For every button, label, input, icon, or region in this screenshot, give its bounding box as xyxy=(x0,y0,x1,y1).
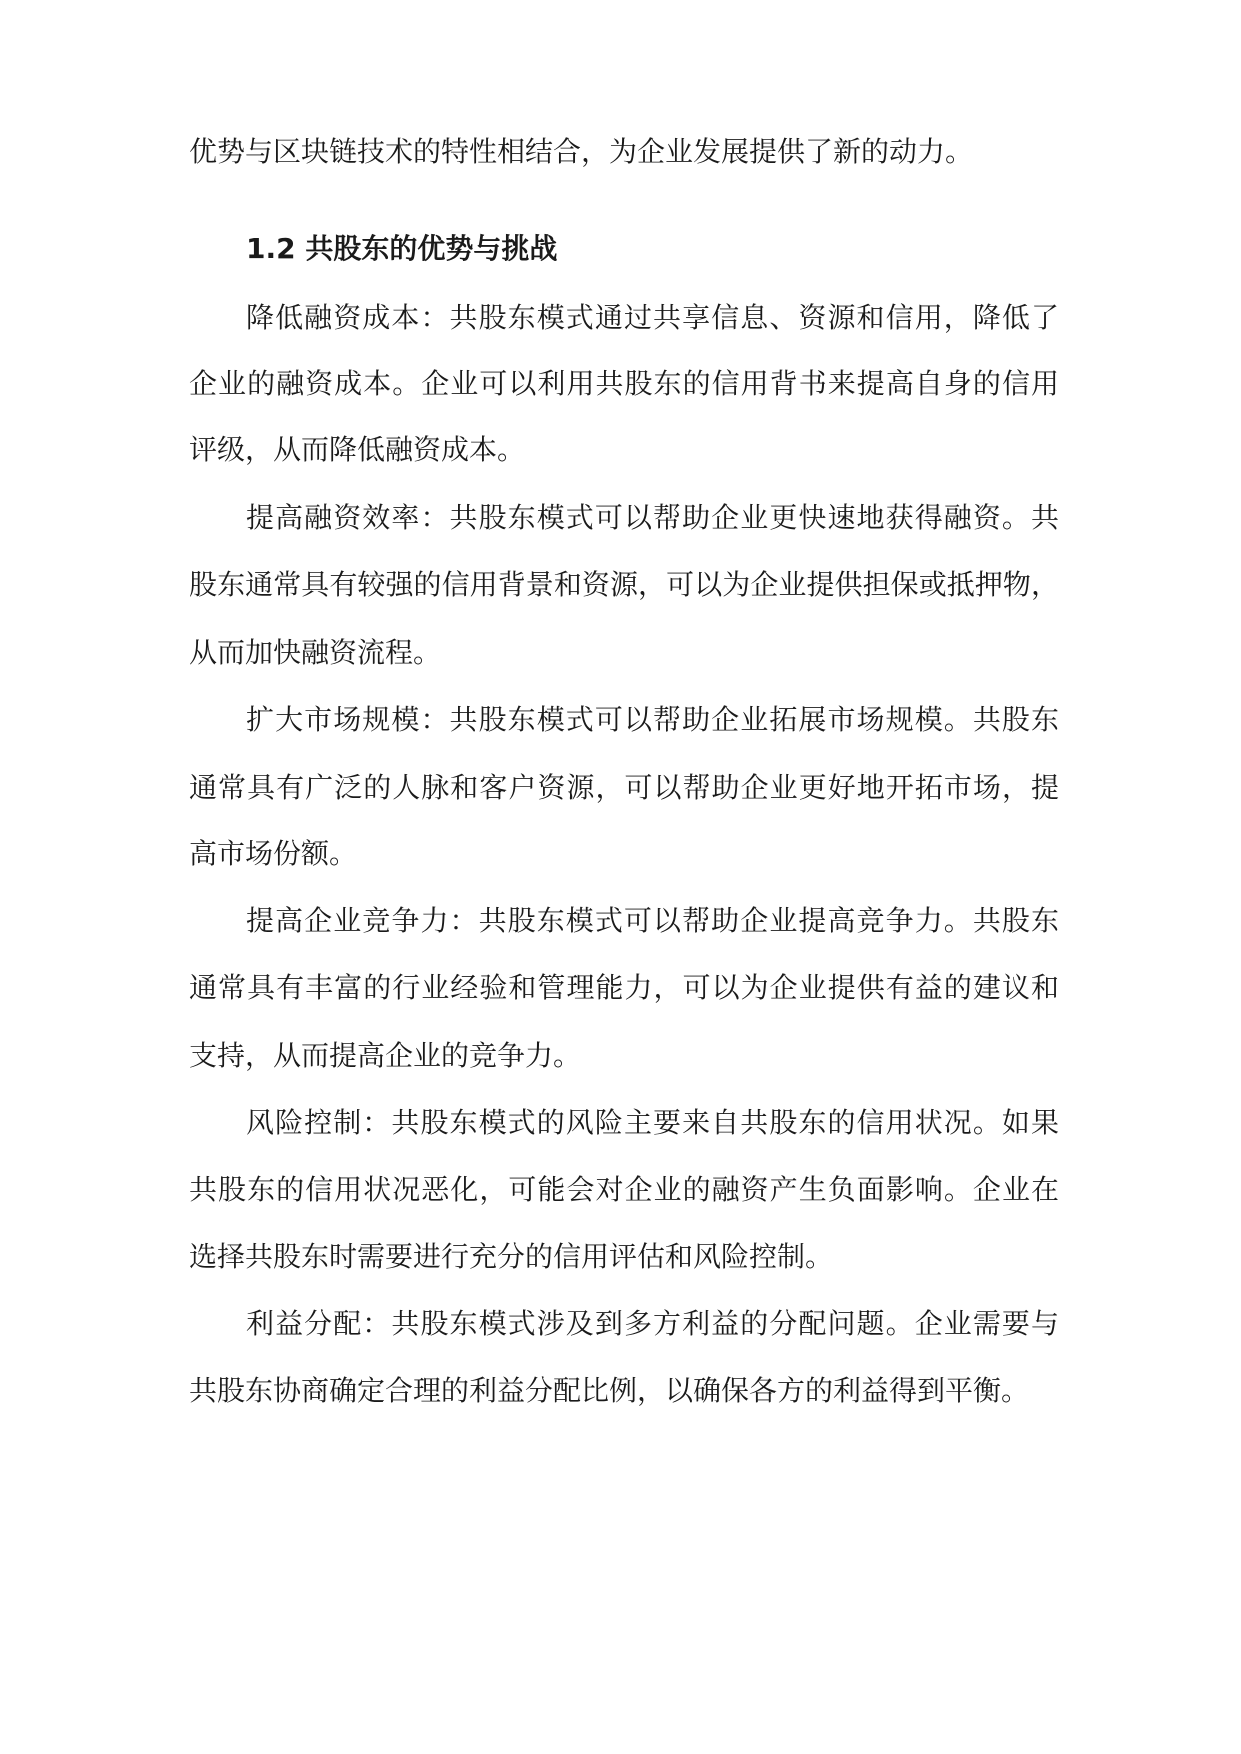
paragraph-line: 企业的融资成本。企业可以利用共股东的信用背书来提高自身的信用 xyxy=(189,367,1059,400)
paragraph-line: 提高企业竞争力：共股东模式可以帮助企业提高竞争力。共股东 xyxy=(246,904,1059,937)
paragraph-line: 通常具有广泛的人脉和客户资源，可以帮助企业更好地开拓市场，提 xyxy=(189,771,1059,804)
paragraph-line: 风险控制：共股东模式的风险主要来自共股东的信用状况。如果 xyxy=(246,1106,1059,1139)
paragraph-line: 提高融资效率：共股东模式可以帮助企业更快速地获得融资。共 xyxy=(246,501,1059,534)
paragraph-line: 从而加快融资流程。 xyxy=(189,636,442,669)
paragraph-line: 评级，从而降低融资成本。 xyxy=(189,433,526,466)
section-heading: 1.2 共股东的优势与挑战 xyxy=(246,232,558,265)
paragraph-line: 选择共股东时需要进行充分的信用评估和风险控制。 xyxy=(189,1240,834,1273)
paragraph-line: 降低融资成本：共股东模式通过共享信息、资源和信用，降低了 xyxy=(246,301,1059,334)
paragraph-line: 扩大市场规模：共股东模式可以帮助企业拓展市场规模。共股东 xyxy=(246,703,1059,736)
paragraph-line: 共股东的信用状况恶化，可能会对企业的融资产生负面影响。企业在 xyxy=(189,1173,1059,1206)
paragraph-line: 支持，从而提高企业的竞争力。 xyxy=(189,1039,582,1072)
paragraph-line: 利益分配：共股东模式涉及到多方利益的分配问题。企业需要与 xyxy=(246,1307,1059,1340)
paragraph-line: 共股东协商确定合理的利益分配比例，以确保各方的利益得到平衡。 xyxy=(189,1374,1030,1407)
paragraph-line: 通常具有丰富的行业经验和管理能力，可以为企业提供有益的建议和 xyxy=(189,971,1059,1004)
paragraph-line: 高市场份额。 xyxy=(189,837,358,870)
intro-line: 优势与区块链技术的特性相结合，为企业发展提供了新的动力。 xyxy=(189,135,974,168)
paragraph-line: 股东通常具有较强的信用背景和资源，可以为企业提供担保或抵押物， xyxy=(189,568,1059,601)
